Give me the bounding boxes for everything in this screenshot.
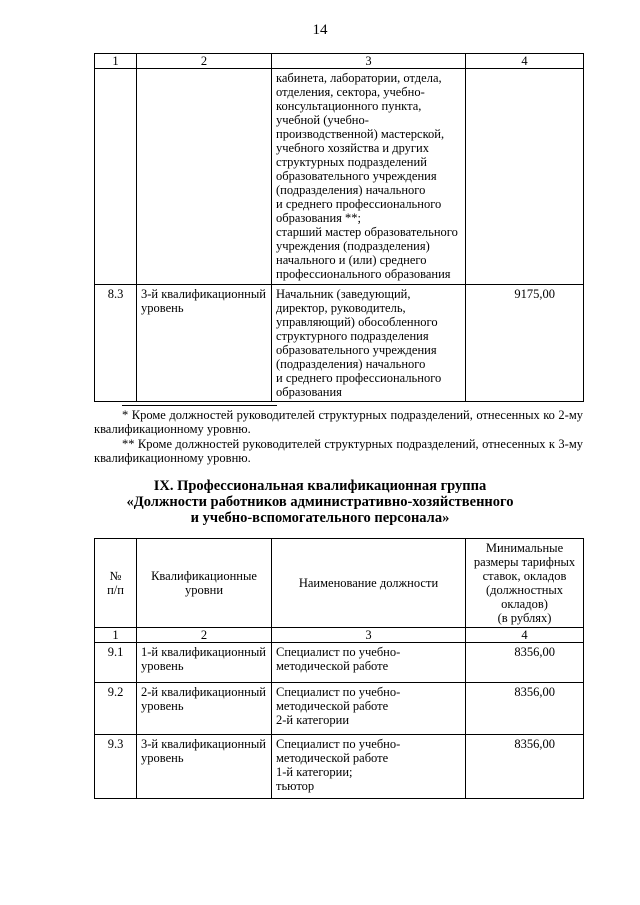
row-number xyxy=(95,69,137,285)
section-title-line: IX. Профессиональная квалификационная группа xyxy=(153,478,487,494)
column-number: 4 xyxy=(466,628,584,643)
footnotes xyxy=(94,405,583,466)
qualification-level xyxy=(137,69,272,285)
column-number: 4 xyxy=(466,54,584,69)
salary-value: 8356,00 xyxy=(466,683,584,735)
position-name: Специалист по учебно- методической работе 2-й категории xyxy=(272,683,466,735)
footnote-divider xyxy=(122,405,277,406)
position-name: Специалист по учебно- методической работе 1-й категории; тьютор xyxy=(272,735,466,799)
column-number: 3 xyxy=(272,54,466,69)
section-title-line: «Должности работников административно-хозяйственного xyxy=(126,494,514,510)
column-number-row xyxy=(95,54,584,69)
row-number: 9.1 xyxy=(95,643,137,683)
column-number: 2 xyxy=(137,628,272,643)
position-name: Начальник (заведующий, директор, руководитель, управляющий) обособленного структурного подразделения образовательного учреждения (подразделения) начального и среднего профессионального образования xyxy=(272,285,466,402)
column-number: 2 xyxy=(137,54,272,69)
column-number-row xyxy=(95,628,584,643)
table-row xyxy=(95,735,584,799)
column-number: 3 xyxy=(272,628,466,643)
qualification-level: 3-й квалификационный уровень xyxy=(137,285,272,402)
table-row xyxy=(95,643,584,683)
qualification-level: 1-й квалификационный уровень xyxy=(137,643,272,683)
position-name: Специалист по учебно- методической работе xyxy=(272,643,466,683)
salary-value: 9175,00 xyxy=(466,285,584,402)
position-name: кабинета, лаборатории, отдела, отделения, сектора, учебно- консультационного пункта, учебной (учебно- производственной) мастерской, учебного хозяйства и других структурных подразделений образовательного учреждения (подразделения) начального и среднего профессионального образования **; старший мастер образовательного учреждения (подразделения) начального и (или) среднего профессионального образования xyxy=(272,69,466,285)
salary-table-group-ix xyxy=(94,538,584,799)
salary-value xyxy=(466,69,584,285)
header-salary: Минимальные размеры тарифных ставок, окладов (должностных окладов) (в рублях) xyxy=(466,539,584,628)
row-number: 8.3 xyxy=(95,285,137,402)
page-number: 14 xyxy=(312,22,328,38)
footnote: ** Кроме должностей руководителей структурных подразделений, отнесенных к 3-му квалификационному уровню. xyxy=(94,437,583,465)
header-num: № п/п xyxy=(95,539,137,628)
column-number: 1 xyxy=(95,628,137,643)
table-row xyxy=(95,683,584,735)
salary-table-continued xyxy=(94,53,584,402)
header-level: Квалификационные уровни xyxy=(137,539,272,628)
column-number: 1 xyxy=(95,54,137,69)
section-title xyxy=(60,478,580,526)
table-row xyxy=(95,285,584,402)
salary-value: 8356,00 xyxy=(466,735,584,799)
table-header-row xyxy=(95,539,584,628)
table-row xyxy=(95,69,584,285)
row-number: 9.3 xyxy=(95,735,137,799)
qualification-level: 3-й квалификационный уровень xyxy=(137,735,272,799)
section-title-line: и учебно-вспомогательного персонала» xyxy=(190,510,450,526)
header-position: Наименование должности xyxy=(272,539,466,628)
qualification-level: 2-й квалификационный уровень xyxy=(137,683,272,735)
salary-value: 8356,00 xyxy=(466,643,584,683)
footnote: * Кроме должностей руководителей структурных подразделений, отнесенных ко 2-му квалификационному уровню. xyxy=(94,408,583,436)
row-number: 9.2 xyxy=(95,683,137,735)
